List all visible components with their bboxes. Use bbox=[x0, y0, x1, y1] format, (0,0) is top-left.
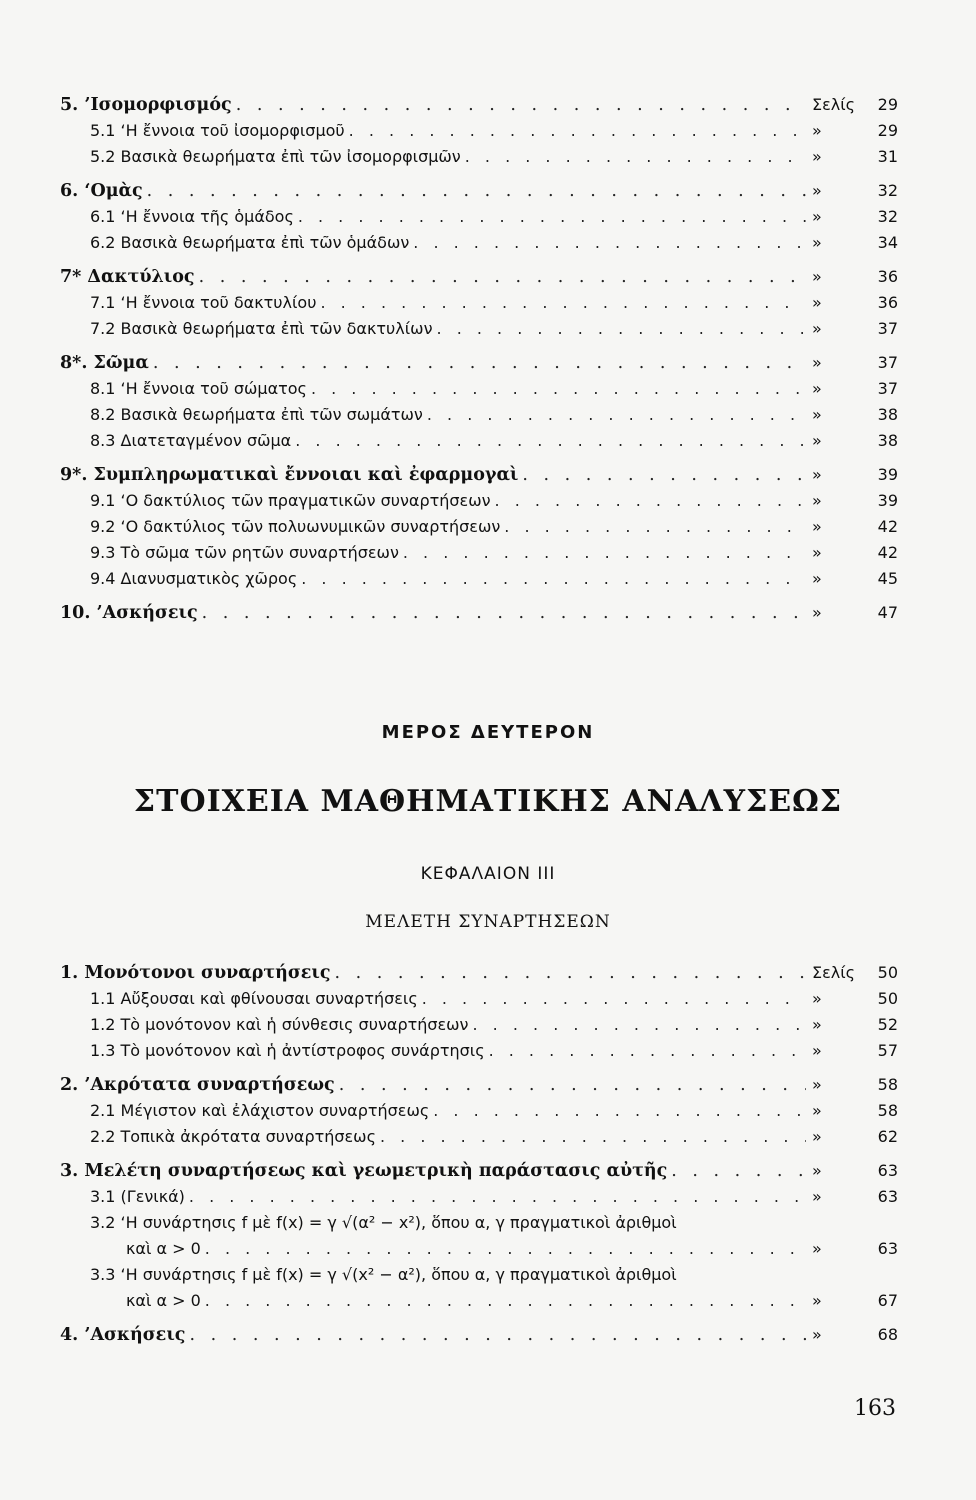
toc-page-ref: » bbox=[812, 1101, 822, 1120]
toc-part-two bbox=[60, 960, 898, 1348]
toc-page-ref: » bbox=[812, 543, 822, 562]
toc-page-ref: » bbox=[812, 1015, 822, 1034]
toc-page-ref: » bbox=[812, 603, 822, 622]
toc-entry-title: 5. ’Ισομορφισμός bbox=[60, 95, 232, 115]
toc-page-number: 31 bbox=[877, 147, 898, 166]
toc-entry-title: 9*. Συμπληρωματικαὶ ἔννοιαι καὶ ἐφαρμογαὶ bbox=[60, 465, 519, 485]
leader-dots bbox=[295, 428, 806, 454]
toc-entry-title: καὶ α > 0 bbox=[126, 1291, 201, 1310]
toc-page-ref: » bbox=[812, 1325, 822, 1344]
toc-subsection-entry bbox=[60, 1236, 898, 1262]
toc-page-number: 50 bbox=[877, 963, 898, 982]
toc-subsection-entry bbox=[60, 144, 898, 170]
leader-dots bbox=[413, 230, 806, 256]
leader-dots bbox=[147, 178, 806, 204]
leader-dots bbox=[422, 986, 806, 1012]
toc-page-number: 38 bbox=[877, 405, 898, 424]
toc-entry-title: 1. Μονότονοι συναρτήσεις bbox=[60, 963, 331, 983]
toc-page-ref: » bbox=[812, 1161, 822, 1180]
toc-section-entry bbox=[60, 1158, 898, 1184]
toc-page-ref: » bbox=[812, 319, 822, 338]
toc-section-entry bbox=[60, 264, 898, 290]
book-title: ΣΤΟΙΧΕΙΑ ΜΑΘΗΜΑΤΙΚΗΣ ΑΝΑΛΥΣΕΩΣ bbox=[133, 784, 843, 819]
toc-page-number: 29 bbox=[877, 95, 898, 114]
toc-subsection-entry bbox=[60, 1098, 898, 1124]
toc-section-entry bbox=[60, 350, 898, 376]
toc-page-ref: » bbox=[812, 989, 822, 1008]
leader-dots bbox=[320, 290, 806, 316]
leader-dots bbox=[311, 376, 806, 402]
toc-page-ref: » bbox=[812, 465, 822, 484]
toc-entry-title: 3.2 ‘Η συνάρτησις f μὲ f(x) = γ √(α² − x²), ὅπου α, γ πραγματικοὶ ἀριθμοὶ bbox=[90, 1213, 677, 1232]
toc-entry-title: 1.1 Αὔξουσαι καὶ φθίνουσαι συναρτήσεις bbox=[90, 989, 418, 1008]
toc-page-number: 68 bbox=[877, 1325, 898, 1344]
toc-section-entry bbox=[60, 1322, 898, 1348]
toc-subsection-entry bbox=[60, 402, 898, 428]
leader-dots bbox=[522, 462, 806, 488]
toc-entry-title: 4. ’Ασκήσεις bbox=[60, 1325, 186, 1345]
toc-entry-title: 3.1 (Γενικά) bbox=[90, 1187, 185, 1206]
toc-subsection-entry bbox=[60, 566, 898, 592]
toc-page-number: 52 bbox=[877, 1015, 898, 1034]
toc-entry-title: 2.2 Τοπικὰ ἀκρότατα συναρτήσεως bbox=[90, 1127, 376, 1146]
toc-entry-title: 3. Μελέτη συναρτήσεως καὶ γεωμετρικὴ παράστασις αὐτῆς bbox=[60, 1161, 668, 1181]
toc-section-entry bbox=[60, 1072, 898, 1098]
toc-page-number: 63 bbox=[877, 1239, 898, 1258]
toc-entry-title: 1.2 Τὸ μονότονον καὶ ἡ σύνθεσις συναρτήσεων bbox=[90, 1015, 469, 1034]
toc-page-number: 39 bbox=[877, 465, 898, 484]
leader-dots bbox=[473, 1012, 807, 1038]
toc-page-ref: » bbox=[812, 491, 822, 510]
toc-page-number: 58 bbox=[877, 1101, 898, 1120]
toc-subsection-entry bbox=[60, 540, 898, 566]
toc-page-number: 37 bbox=[877, 353, 898, 372]
toc-entry-title: 8.2 Βασικὰ θεωρήματα ἐπὶ τῶν σωμάτων bbox=[90, 405, 423, 424]
toc-subsection-entry bbox=[60, 290, 898, 316]
toc-page-number: 37 bbox=[877, 379, 898, 398]
toc-entry-title: 7* Δακτύλιος bbox=[60, 267, 195, 287]
leader-dots bbox=[335, 960, 807, 986]
toc-part-one bbox=[60, 92, 898, 626]
leader-dots bbox=[433, 1098, 806, 1124]
toc-subsection-entry bbox=[60, 428, 898, 454]
toc-subsection-entry bbox=[60, 488, 898, 514]
leader-dots bbox=[465, 144, 806, 170]
toc-page-number: 42 bbox=[877, 517, 898, 536]
toc-subsection-entry bbox=[60, 230, 898, 256]
toc-section-entry bbox=[60, 960, 898, 986]
toc-page-number: 45 bbox=[877, 569, 898, 588]
leader-dots bbox=[671, 1158, 806, 1184]
toc-page-number: 37 bbox=[877, 319, 898, 338]
toc-entry-title: 9.1 ‘Ο δακτύλιος τῶν πραγματικῶν συναρτήσεων bbox=[90, 491, 491, 510]
leader-dots bbox=[298, 204, 806, 230]
toc-entry-title: 9.3 Τὸ σῶμα τῶν ρητῶν συναρτήσεων bbox=[90, 543, 399, 562]
toc-section-entry bbox=[60, 462, 898, 488]
leader-dots bbox=[427, 402, 806, 428]
leader-dots bbox=[339, 1072, 806, 1098]
toc-page-number: 63 bbox=[877, 1187, 898, 1206]
toc-subsection-entry bbox=[60, 1288, 898, 1314]
toc-entry-title: 5.2 Βασικὰ θεωρήματα ἐπὶ τῶν ἰσομορφισμῶν bbox=[90, 147, 461, 166]
toc-entry-title: 5.1 ‘Η ἔννοια τοῦ ἰσομορφισμοῦ bbox=[90, 121, 345, 140]
toc-subsection-entry bbox=[60, 1124, 898, 1150]
leader-dots bbox=[349, 118, 806, 144]
toc-entry-title: 9.4 Διανυσματικὸς χῶρος bbox=[90, 569, 298, 588]
toc-page-ref: Σελίς bbox=[812, 963, 856, 982]
toc-entry-title: 8*. Σῶμα bbox=[60, 353, 149, 373]
toc-entry-title: 3.3 ‘Η συνάρτησις f μὲ f(x) = γ √(x² − α²), ὅπου α, γ πραγματικοὶ ἀριθμοὶ bbox=[90, 1265, 677, 1284]
part-heading: ΜΕΡΟΣ ΔΕΥΤΕΡΟΝ bbox=[381, 722, 595, 743]
toc-page-number: 32 bbox=[877, 181, 898, 200]
toc-section-entry bbox=[60, 600, 898, 626]
toc-page-ref: » bbox=[812, 233, 822, 252]
toc-page-ref: » bbox=[812, 121, 822, 140]
toc-subsection-entry bbox=[60, 1210, 898, 1236]
toc-page-ref: » bbox=[812, 1187, 822, 1206]
leader-dots bbox=[199, 264, 806, 290]
toc-subsection-entry bbox=[60, 1262, 898, 1288]
leader-dots bbox=[380, 1124, 806, 1150]
toc-page-ref: » bbox=[812, 147, 822, 166]
toc-page-ref: » bbox=[812, 353, 822, 372]
toc-page-number: 38 bbox=[877, 431, 898, 450]
toc-entry-title: 8.3 Διατεταγμένον σῶμα bbox=[90, 431, 292, 450]
toc-subsection-entry bbox=[60, 1012, 898, 1038]
toc-page-ref: » bbox=[812, 405, 822, 424]
toc-entry-title: 7.1 ‘Η ἔννοια τοῦ δακτυλίου bbox=[90, 293, 317, 312]
toc-page-ref: » bbox=[812, 293, 822, 312]
leader-dots bbox=[205, 1288, 806, 1314]
toc-subsection-entry bbox=[60, 514, 898, 540]
toc-entry-title: 2.1 Μέγιστον καὶ ἐλάχιστον συναρτήσεως bbox=[90, 1101, 430, 1120]
leader-dots bbox=[504, 514, 806, 540]
toc-page-number: 36 bbox=[877, 293, 898, 312]
toc-subsection-entry bbox=[60, 1184, 898, 1210]
toc-section-entry bbox=[60, 178, 898, 204]
toc-subsection-entry bbox=[60, 986, 898, 1012]
leader-dots bbox=[437, 316, 806, 342]
toc-subsection-entry bbox=[60, 1038, 898, 1064]
leader-dots bbox=[495, 488, 806, 514]
leader-dots bbox=[489, 1038, 806, 1064]
toc-page-number: 42 bbox=[877, 543, 898, 562]
leader-dots bbox=[202, 600, 806, 626]
toc-section-entry bbox=[60, 92, 898, 118]
toc-subsection-entry bbox=[60, 204, 898, 230]
chapter-label: ΚΕΦΑΛΑΙΟΝ III bbox=[420, 864, 556, 884]
toc-page-ref: » bbox=[812, 431, 822, 450]
toc-entry-title: 6.1 ‘Η ἔννοια τῆς ὁμάδος bbox=[90, 207, 294, 226]
toc-subsection-entry bbox=[60, 376, 898, 402]
toc-entry-title: 2. ’Ακρότατα συναρτήσεως bbox=[60, 1075, 335, 1095]
toc-page-number: 58 bbox=[877, 1075, 898, 1094]
toc-page-number: 57 bbox=[877, 1041, 898, 1060]
leader-dots bbox=[205, 1236, 806, 1262]
leader-dots bbox=[189, 1322, 806, 1348]
toc-page-ref: Σελίς bbox=[812, 95, 856, 114]
toc-entry-title: 6. ‘Ομὰς bbox=[60, 181, 143, 201]
leader-dots bbox=[403, 540, 806, 566]
page-number: 163 bbox=[854, 1396, 896, 1421]
chapter-title: ΜΕΛΕΤΗ ΣΥΝΑΡΤΗΣΕΩΝ bbox=[365, 912, 611, 932]
toc-page-number: 47 bbox=[877, 603, 898, 622]
toc-page-number: 39 bbox=[877, 491, 898, 510]
toc-page-ref: » bbox=[812, 517, 822, 536]
toc-page-number: 62 bbox=[877, 1127, 898, 1146]
toc-entry-title: 9.2 ‘Ο δακτύλιος τῶν πολυωνυμικῶν συναρτήσεων bbox=[90, 517, 501, 536]
toc-entry-title: 7.2 Βασικὰ θεωρήματα ἐπὶ τῶν δακτυλίων bbox=[90, 319, 433, 338]
toc-page-ref: » bbox=[812, 207, 822, 226]
toc-page-ref: » bbox=[812, 1075, 822, 1094]
leader-dots bbox=[189, 1184, 806, 1210]
toc-entry-title: 8.1 ‘Η ἔννοια τοῦ σώματος bbox=[90, 379, 307, 398]
toc-page-number: 50 bbox=[877, 989, 898, 1008]
toc-page-ref: » bbox=[812, 1239, 822, 1258]
toc-page-ref: » bbox=[812, 1127, 822, 1146]
leader-dots bbox=[301, 566, 806, 592]
toc-page-ref: » bbox=[812, 569, 822, 588]
toc-page-number: 34 bbox=[877, 233, 898, 252]
toc-entry-title: 1.3 Τὸ μονότονον καὶ ἡ ἀντίστροφος συνάρτησις bbox=[90, 1041, 485, 1060]
toc-subsection-entry bbox=[60, 316, 898, 342]
toc-page-ref: » bbox=[812, 181, 822, 200]
toc-entry-title: καὶ α > 0 bbox=[126, 1239, 201, 1258]
toc-page-number: 32 bbox=[877, 207, 898, 226]
toc-page-number: 63 bbox=[877, 1161, 898, 1180]
toc-entry-title: 10. ’Ασκήσεις bbox=[60, 603, 198, 623]
toc-page-ref: » bbox=[812, 1291, 822, 1310]
toc-page-ref: » bbox=[812, 1041, 822, 1060]
toc-entry-title: 6.2 Βασικὰ θεωρήματα ἐπὶ τῶν ὁμάδων bbox=[90, 233, 410, 252]
toc-page-ref: » bbox=[812, 379, 822, 398]
toc-page-ref: » bbox=[812, 267, 822, 286]
leader-dots bbox=[153, 350, 806, 376]
toc-page-number: 36 bbox=[877, 267, 898, 286]
toc-page-number: 29 bbox=[877, 121, 898, 140]
toc-subsection-entry bbox=[60, 118, 898, 144]
leader-dots bbox=[236, 92, 806, 118]
toc-page-number: 67 bbox=[877, 1291, 898, 1310]
